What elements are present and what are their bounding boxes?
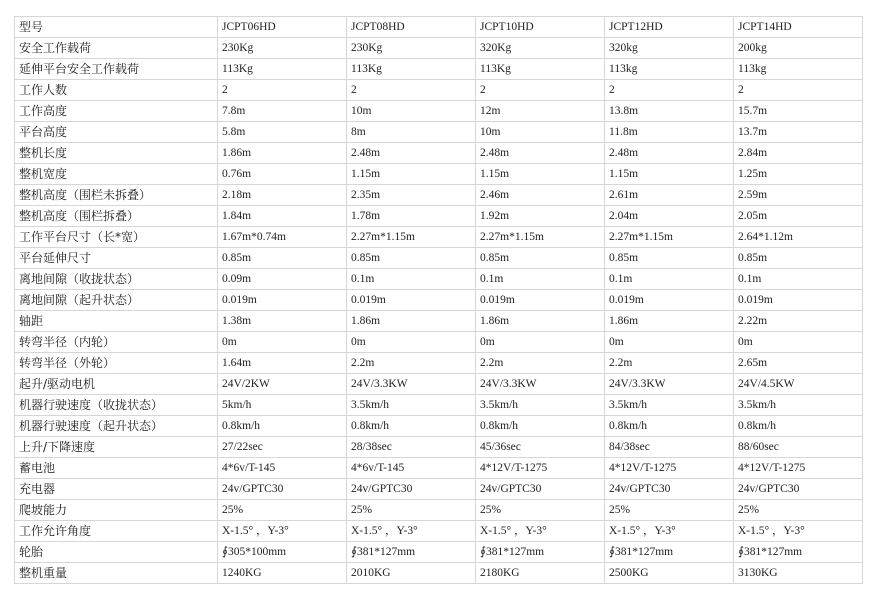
value-cell: 1.38m — [218, 311, 347, 332]
value-cell: 320Kg — [476, 38, 605, 59]
value-cell: 2180KG — [476, 563, 605, 584]
value-cell: 0.85m — [476, 248, 605, 269]
value-cell: 0.019m — [218, 290, 347, 311]
value-cell: 0m — [605, 332, 734, 353]
table-row — [15, 395, 863, 416]
value-cell: 13.8m — [605, 101, 734, 122]
value-cell: 0m — [218, 332, 347, 353]
row-label-cell: 整机重量 — [15, 563, 218, 584]
value-cell: 25% — [218, 500, 347, 521]
row-label-cell: 整机高度（围栏未拆叠） — [15, 185, 218, 206]
value-cell: ∮381*127mm — [734, 542, 863, 563]
value-cell: 1.25m — [734, 164, 863, 185]
value-cell: X-1.5° ，Y-3° — [476, 521, 605, 542]
row-label-cell: 充电器 — [15, 479, 218, 500]
value-cell: 320kg — [605, 38, 734, 59]
value-cell: 2.35m — [347, 185, 476, 206]
row-label-cell: 轴距 — [15, 311, 218, 332]
table-row — [15, 122, 863, 143]
value-cell: 24V/3.3KW — [347, 374, 476, 395]
row-label-cell: 离地间隙（收拢状态） — [15, 269, 218, 290]
value-cell: 88/60sec — [734, 437, 863, 458]
value-cell: 2.48m — [347, 143, 476, 164]
value-cell: 2.2m — [476, 353, 605, 374]
value-cell: JCPT12HD — [605, 17, 734, 38]
value-cell: 2.27m*1.15m — [347, 227, 476, 248]
spec-table — [14, 16, 863, 584]
table-row — [15, 311, 863, 332]
value-cell: 0.1m — [347, 269, 476, 290]
value-cell: 2.22m — [734, 311, 863, 332]
table-row — [15, 479, 863, 500]
value-cell: 5.8m — [218, 122, 347, 143]
value-cell: 1.78m — [347, 206, 476, 227]
row-label-cell: 整机长度 — [15, 143, 218, 164]
value-cell: 24V/3.3KW — [476, 374, 605, 395]
row-label-cell: 安全工作载荷 — [15, 38, 218, 59]
value-cell: 24v/GPTC30 — [476, 479, 605, 500]
value-cell: 113Kg — [476, 59, 605, 80]
row-label-cell: 机器行驶速度（起升状态） — [15, 416, 218, 437]
table-row — [15, 185, 863, 206]
value-cell: 13.7m — [734, 122, 863, 143]
value-cell: 24v/GPTC30 — [218, 479, 347, 500]
value-cell: 3.5km/h — [476, 395, 605, 416]
value-cell: 0.85m — [347, 248, 476, 269]
value-cell: 2 — [218, 80, 347, 101]
value-cell: 2500KG — [605, 563, 734, 584]
row-label-cell: 蓄电池 — [15, 458, 218, 479]
value-cell: 0.1m — [605, 269, 734, 290]
value-cell: 4*12V/T-1275 — [734, 458, 863, 479]
value-cell: 24V/3.3KW — [605, 374, 734, 395]
value-cell: 0.85m — [218, 248, 347, 269]
table-row — [15, 59, 863, 80]
value-cell: 24v/GPTC30 — [605, 479, 734, 500]
value-cell: 1.15m — [605, 164, 734, 185]
row-label-cell: 转弯半径（内轮） — [15, 332, 218, 353]
value-cell: 2.65m — [734, 353, 863, 374]
table-row — [15, 563, 863, 584]
table-row — [15, 416, 863, 437]
value-cell: 0m — [476, 332, 605, 353]
value-cell: 7.8m — [218, 101, 347, 122]
value-cell: 0m — [734, 332, 863, 353]
value-cell: 113Kg — [347, 59, 476, 80]
row-label-cell: 上升/下降速度 — [15, 437, 218, 458]
value-cell: ∮381*127mm — [605, 542, 734, 563]
value-cell: ∮305*100mm — [218, 542, 347, 563]
value-cell: X-1.5° ，Y-3° — [347, 521, 476, 542]
value-cell: ∮381*127mm — [347, 542, 476, 563]
value-cell: 25% — [605, 500, 734, 521]
value-cell: 2.46m — [476, 185, 605, 206]
value-cell: 230Kg — [218, 38, 347, 59]
table-row — [15, 269, 863, 290]
table-row — [15, 353, 863, 374]
value-cell: 24V/2KW — [218, 374, 347, 395]
value-cell: 1.15m — [347, 164, 476, 185]
value-cell: JCPT14HD — [734, 17, 863, 38]
value-cell: 0.8km/h — [734, 416, 863, 437]
value-cell: 0.1m — [734, 269, 863, 290]
value-cell: X-1.5° ，Y-3° — [218, 521, 347, 542]
value-cell: 1.86m — [605, 311, 734, 332]
table-row — [15, 332, 863, 353]
row-label-cell: 爬坡能力 — [15, 500, 218, 521]
value-cell: 2.59m — [734, 185, 863, 206]
value-cell: 2 — [347, 80, 476, 101]
value-cell: 1.86m — [476, 311, 605, 332]
value-cell: 5km/h — [218, 395, 347, 416]
table-row — [15, 437, 863, 458]
value-cell: 2.2m — [347, 353, 476, 374]
row-label-cell: 工作允许角度 — [15, 521, 218, 542]
value-cell: 113kg — [734, 59, 863, 80]
value-cell: 0.8km/h — [605, 416, 734, 437]
value-cell: 0.8km/h — [218, 416, 347, 437]
row-label-cell: 平台延伸尺寸 — [15, 248, 218, 269]
value-cell: 28/38sec — [347, 437, 476, 458]
value-cell: 25% — [476, 500, 605, 521]
table-row — [15, 143, 863, 164]
value-cell: 0.8km/h — [476, 416, 605, 437]
value-cell: 1.67m*0.74m — [218, 227, 347, 248]
row-label-cell: 平台高度 — [15, 122, 218, 143]
value-cell: 4*12V/T-1275 — [476, 458, 605, 479]
value-cell: 24v/GPTC30 — [347, 479, 476, 500]
value-cell: 1.15m — [476, 164, 605, 185]
value-cell: X-1.5° ，Y-3° — [605, 521, 734, 542]
value-cell: 113Kg — [218, 59, 347, 80]
value-cell: 3130KG — [734, 563, 863, 584]
value-cell: 2.48m — [476, 143, 605, 164]
value-cell: 1240KG — [218, 563, 347, 584]
value-cell: 3.5km/h — [347, 395, 476, 416]
value-cell: 0.76m — [218, 164, 347, 185]
table-row — [15, 227, 863, 248]
value-cell: 1.92m — [476, 206, 605, 227]
table-row — [15, 38, 863, 59]
table-row — [15, 164, 863, 185]
value-cell: 2 — [605, 80, 734, 101]
table-row — [15, 206, 863, 227]
value-cell: 2.27m*1.15m — [476, 227, 605, 248]
value-cell: 2.27m*1.15m — [605, 227, 734, 248]
value-cell: 10m — [476, 122, 605, 143]
value-cell: 10m — [347, 101, 476, 122]
value-cell: 4*12V/T-1275 — [605, 458, 734, 479]
value-cell: 1.86m — [218, 143, 347, 164]
value-cell: 25% — [347, 500, 476, 521]
value-cell: 8m — [347, 122, 476, 143]
table-row — [15, 248, 863, 269]
value-cell: 230Kg — [347, 38, 476, 59]
table-row — [15, 542, 863, 563]
row-label-cell: 工作平台尺寸（长*宽） — [15, 227, 218, 248]
row-label-cell: 转弯半径（外轮） — [15, 353, 218, 374]
value-cell: 0.1m — [476, 269, 605, 290]
value-cell: 3.5km/h — [605, 395, 734, 416]
value-cell: 15.7m — [734, 101, 863, 122]
value-cell: 0m — [347, 332, 476, 353]
value-cell: ∮381*127mm — [476, 542, 605, 563]
row-label-cell: 起升/驱动电机 — [15, 374, 218, 395]
value-cell: 200kg — [734, 38, 863, 59]
value-cell: 113kg — [605, 59, 734, 80]
value-cell: 0.019m — [476, 290, 605, 311]
row-label-cell: 工作人数 — [15, 80, 218, 101]
value-cell: 0.019m — [347, 290, 476, 311]
value-cell: X-1.5° ，Y-3° — [734, 521, 863, 542]
value-cell: 84/38sec — [605, 437, 734, 458]
value-cell: 2.05m — [734, 206, 863, 227]
value-cell: 11.8m — [605, 122, 734, 143]
table-row — [15, 458, 863, 479]
table-row — [15, 521, 863, 542]
value-cell: JCPT08HD — [347, 17, 476, 38]
value-cell: 24V/4.5KW — [734, 374, 863, 395]
row-label-cell: 延伸平台安全工作载荷 — [15, 59, 218, 80]
value-cell: 2.84m — [734, 143, 863, 164]
row-label-cell: 轮胎 — [15, 542, 218, 563]
value-cell: 0.8km/h — [347, 416, 476, 437]
table-header-row — [15, 17, 863, 38]
value-cell: 0.85m — [605, 248, 734, 269]
value-cell: 2 — [734, 80, 863, 101]
value-cell: 12m — [476, 101, 605, 122]
value-cell: 2.04m — [605, 206, 734, 227]
value-cell: 45/36sec — [476, 437, 605, 458]
row-label-cell: 工作高度 — [15, 101, 218, 122]
value-cell: 0.019m — [734, 290, 863, 311]
value-cell: 25% — [734, 500, 863, 521]
value-cell: 0.09m — [218, 269, 347, 290]
row-label-cell: 整机高度（围栏拆叠） — [15, 206, 218, 227]
value-cell: 1.64m — [218, 353, 347, 374]
value-cell: 2.18m — [218, 185, 347, 206]
row-label-cell: 离地间隙（起升状态） — [15, 290, 218, 311]
spec-table-body — [15, 17, 863, 584]
table-row — [15, 374, 863, 395]
row-label-cell: 型号 — [15, 17, 218, 38]
row-label-cell: 整机宽度 — [15, 164, 218, 185]
row-label-cell: 机器行驶速度（收拢状态） — [15, 395, 218, 416]
value-cell: 24v/GPTC30 — [734, 479, 863, 500]
table-row — [15, 290, 863, 311]
value-cell: 2.61m — [605, 185, 734, 206]
value-cell: 2.48m — [605, 143, 734, 164]
value-cell: 4*6v/T-145 — [218, 458, 347, 479]
value-cell: 0.019m — [605, 290, 734, 311]
value-cell: 4*6v/T-145 — [347, 458, 476, 479]
table-row — [15, 500, 863, 521]
value-cell: 27/22sec — [218, 437, 347, 458]
value-cell: 2.64*1.12m — [734, 227, 863, 248]
value-cell: 2.2m — [605, 353, 734, 374]
value-cell: 1.86m — [347, 311, 476, 332]
table-row — [15, 80, 863, 101]
table-row — [15, 101, 863, 122]
value-cell: 2010KG — [347, 563, 476, 584]
value-cell: 2 — [476, 80, 605, 101]
value-cell: 1.84m — [218, 206, 347, 227]
value-cell: JCPT10HD — [476, 17, 605, 38]
value-cell: JCPT06HD — [218, 17, 347, 38]
value-cell: 0.85m — [734, 248, 863, 269]
value-cell: 3.5km/h — [734, 395, 863, 416]
